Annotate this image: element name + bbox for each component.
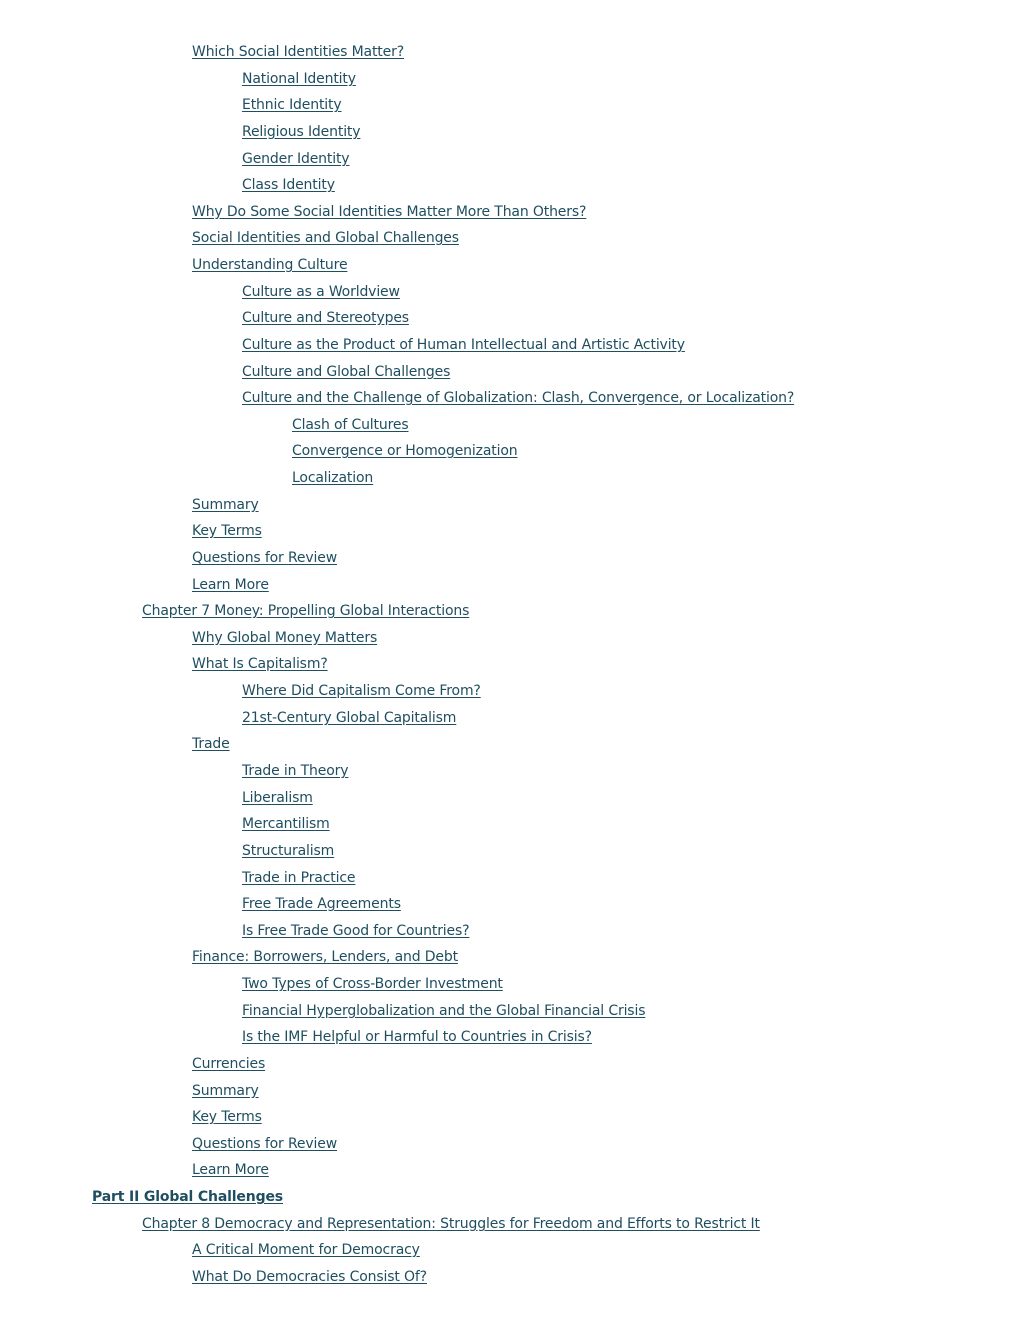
toc-link[interactable]: Chapter 7 Money: Propelling Global Interactions	[142, 603, 470, 619]
toc-link[interactable]: 21st-Century Global Capitalism	[242, 710, 457, 726]
toc-link[interactable]: Trade	[192, 736, 230, 752]
toc-link[interactable]: Key Terms	[192, 523, 262, 539]
toc-link[interactable]: Where Did Capitalism Come From?	[242, 683, 481, 699]
toc-link[interactable]: Understanding Culture	[192, 257, 348, 273]
toc-link[interactable]: Gender Identity	[242, 151, 350, 167]
toc-link[interactable]: Religious Identity	[242, 124, 361, 140]
toc-link[interactable]: Summary	[192, 1083, 259, 1099]
toc-link[interactable]: Localization	[292, 470, 374, 486]
toc-link[interactable]: Free Trade Agreements	[242, 896, 401, 912]
toc-link[interactable]: Two Types of Cross-Border Investment	[242, 976, 503, 992]
toc-link[interactable]: Questions for Review	[192, 550, 338, 566]
toc-link[interactable]: National Identity	[242, 71, 356, 87]
toc-link[interactable]: Learn More	[192, 577, 269, 593]
toc-link[interactable]: Culture as a Worldview	[242, 284, 400, 300]
toc-link[interactable]: Why Global Money Matters	[192, 630, 378, 646]
toc-link[interactable]: Chapter 8 Democracy and Representation: Struggles for Freedom and Efforts to Restrict It	[142, 1216, 760, 1232]
toc-link[interactable]: Is the IMF Helpful or Harmful to Countries in Crisis?	[242, 1029, 592, 1045]
toc-link[interactable]: Finance: Borrowers, Lenders, and Debt	[192, 949, 458, 965]
toc-link[interactable]: Liberalism	[242, 790, 313, 806]
toc-link[interactable]: Convergence or Homogenization	[292, 443, 518, 459]
toc-link[interactable]: Why Do Some Social Identities Matter More Than Others?	[192, 204, 587, 220]
toc-link[interactable]: Social Identities and Global Challenges	[192, 230, 459, 246]
toc-link[interactable]: Summary	[192, 497, 259, 513]
toc-link[interactable]: Class Identity	[242, 177, 335, 193]
toc-link[interactable]: What Is Capitalism?	[192, 656, 328, 672]
toc-link[interactable]: Questions for Review	[192, 1136, 338, 1152]
toc-link[interactable]: Which Social Identities Matter?	[192, 44, 404, 60]
toc-link[interactable]: Culture and Global Challenges	[242, 364, 451, 380]
toc-link[interactable]: Culture and Stereotypes	[242, 310, 409, 326]
toc-link[interactable]: Ethnic Identity	[242, 97, 342, 113]
toc-link[interactable]: Culture as the Product of Human Intellectual and Artistic Activity	[242, 337, 685, 353]
toc-link[interactable]: Mercantilism	[242, 816, 330, 832]
toc-link[interactable]: Culture and the Challenge of Globalization: Clash, Convergence, or Localization?	[242, 390, 795, 406]
toc-link[interactable]: Is Free Trade Good for Countries?	[242, 923, 470, 939]
toc-link[interactable]: Part II Global Challenges	[92, 1189, 283, 1205]
toc-link[interactable]: Clash of Cultures	[292, 417, 409, 433]
toc-link[interactable]: Learn More	[192, 1162, 269, 1178]
toc-link[interactable]: A Critical Moment for Democracy	[192, 1242, 420, 1258]
toc-link[interactable]: Key Terms	[192, 1109, 262, 1125]
toc-link[interactable]: Structuralism	[242, 843, 335, 859]
toc-link[interactable]: What Do Democracies Consist Of?	[192, 1269, 427, 1285]
toc-link[interactable]: Trade in Theory	[242, 763, 349, 779]
toc-link[interactable]: Financial Hyperglobalization and the Global Financial Crisis	[242, 1003, 646, 1019]
toc-link[interactable]: Currencies	[192, 1056, 266, 1072]
toc-link[interactable]: Trade in Practice	[242, 870, 356, 886]
